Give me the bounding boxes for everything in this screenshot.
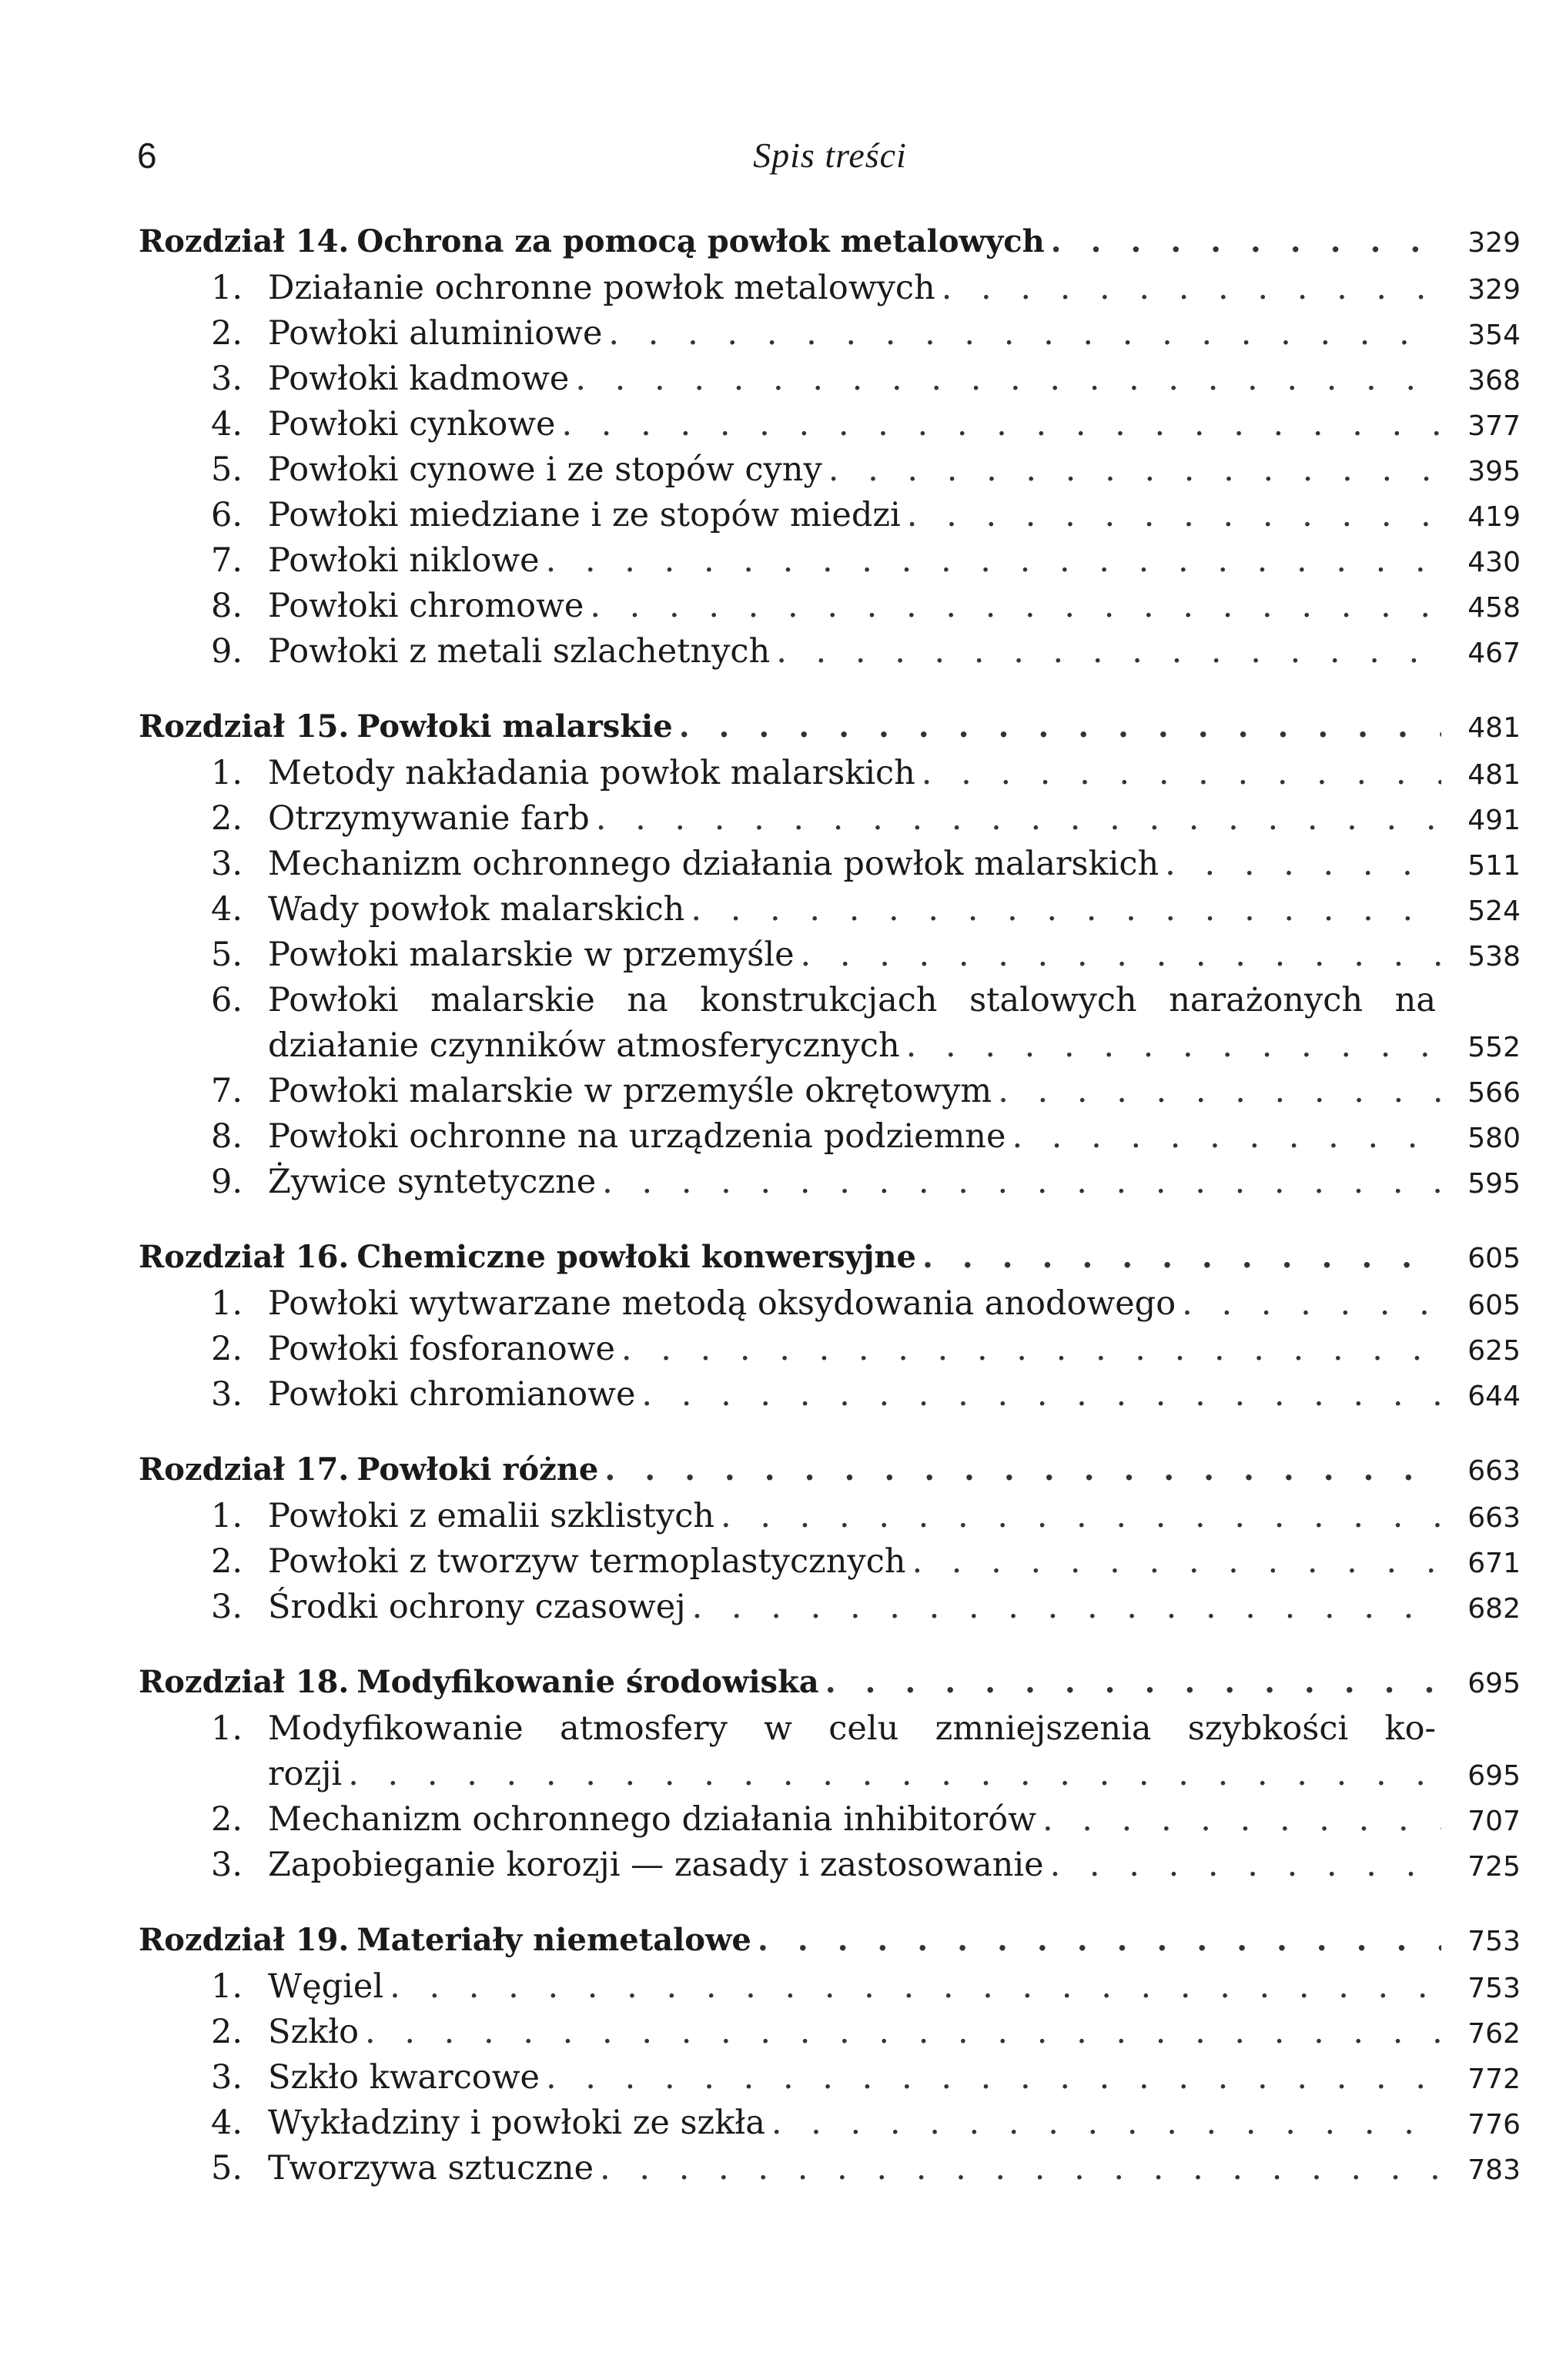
dot-leader <box>1165 845 1441 883</box>
section-entry <box>139 754 1521 799</box>
section-entry <box>139 450 1521 496</box>
table-of-contents <box>139 223 1521 2194</box>
section-page-number: 538 <box>1467 941 1521 972</box>
dot-leader <box>608 314 1441 353</box>
section-title: Powłoki cynkowe <box>268 405 556 444</box>
chapter-page-number: 753 <box>1467 1926 1521 1957</box>
section-page-number: 395 <box>1467 456 1521 487</box>
dot-leader <box>604 1451 1441 1488</box>
section-title: Powłoki aluminiowe <box>268 314 603 353</box>
chapter-spacer <box>139 1633 1521 1664</box>
page-number: 6 <box>137 136 157 176</box>
section-page-number: 682 <box>1467 1593 1521 1625</box>
section-number: 1. <box>211 1709 243 1748</box>
section-title: Węgiel <box>268 1967 384 2006</box>
section-title: Wykładziny i powłoki ze szkła <box>268 2104 765 2142</box>
section-number: 6. <box>211 981 243 1019</box>
section-number: 3. <box>211 1375 243 1414</box>
chapter-spacer <box>139 678 1521 708</box>
section-page-number: 377 <box>1467 410 1521 442</box>
section-title: Wady powłok malarskich <box>268 890 685 929</box>
section-number: 3. <box>211 1846 243 1884</box>
section-title: Powłoki malarskie na konstrukcjach stalowych narażonych na <box>268 981 1436 1019</box>
section-entry <box>139 1284 1521 1330</box>
section-title: Działanie ochronne powłok metalowych <box>268 269 935 307</box>
section-page-number: 605 <box>1467 1290 1521 1321</box>
chapter-page-number: 329 <box>1467 227 1521 259</box>
section-title: Powłoki niklowe <box>268 541 540 580</box>
dot-leader <box>906 1026 1441 1065</box>
dot-leader <box>596 799 1441 838</box>
section-entry <box>139 632 1521 678</box>
dot-leader <box>1050 1846 1441 1884</box>
section-number: 4. <box>211 890 243 929</box>
section-number: 3. <box>211 845 243 883</box>
section-entry <box>139 496 1521 541</box>
section-title: Powłoki wytwarzane metodą oksydowania anodowego <box>268 1284 1176 1323</box>
dot-leader <box>679 708 1441 745</box>
section-number: 4. <box>211 2104 243 2142</box>
section-entry-continuation <box>139 1026 1521 1072</box>
dot-leader <box>1042 1800 1441 1839</box>
section-entry <box>139 2104 1521 2149</box>
section-page-number: 419 <box>1467 501 1521 533</box>
section-page-number: 783 <box>1467 2154 1521 2186</box>
section-entry <box>139 981 1521 1026</box>
section-title: Mechanizm ochronnego działania inhibitorów <box>268 1800 1036 1839</box>
section-title: Powłoki chromianowe <box>268 1375 636 1414</box>
section-title: Szkło <box>268 2013 359 2051</box>
section-number: 2. <box>211 314 243 353</box>
section-entry <box>139 2149 1521 2194</box>
chapter-title: Powłoki malarskie <box>356 708 673 745</box>
dot-leader <box>721 1497 1441 1535</box>
section-entry <box>139 2058 1521 2104</box>
section-page-number: 762 <box>1467 2018 1521 2050</box>
section-title: Modyfikowanie atmosfery w celu zmniejszenia szybkości ko- <box>268 1709 1436 1748</box>
section-entry <box>139 1072 1521 1117</box>
dot-leader <box>776 632 1441 671</box>
section-number: 1. <box>211 1967 243 2006</box>
section-page-number: 368 <box>1467 365 1521 397</box>
section-title: Powłoki malarskie w przemyśle okrętowym <box>268 1072 992 1110</box>
section-entry <box>139 314 1521 360</box>
section-page-number: 524 <box>1467 895 1521 927</box>
section-entry-continuation <box>139 1755 1521 1800</box>
section-page-number: 725 <box>1467 1851 1521 1883</box>
section-page-number: 354 <box>1467 320 1521 351</box>
section-number: 1. <box>211 269 243 307</box>
dot-leader <box>907 496 1441 534</box>
dot-leader <box>922 754 1441 792</box>
section-page-number: 707 <box>1467 1806 1521 1837</box>
section-number: 6. <box>211 496 243 534</box>
section-page-number: 772 <box>1467 2064 1521 2095</box>
section-title: Powłoki z tworzyw termoplastycznych <box>268 1542 906 1581</box>
section-entry <box>139 1967 1521 2013</box>
section-page-number: 481 <box>1467 759 1521 791</box>
section-number: 1. <box>211 1497 243 1535</box>
section-title: Środki ochrony czasowej <box>268 1588 686 1626</box>
section-entry <box>139 936 1521 981</box>
section-page-number: 753 <box>1467 1973 1521 2004</box>
section-page-number: 644 <box>1467 1381 1521 1412</box>
dot-leader <box>546 541 1441 580</box>
chapter-label: Rozdział 17. <box>139 1451 350 1488</box>
section-title: Powłoki ochronne na urządzenia podziemne <box>268 1117 1006 1156</box>
chapter-label: Rozdział 19. <box>139 1922 350 1958</box>
dot-leader <box>600 2149 1441 2188</box>
section-entry <box>139 1709 1521 1755</box>
section-title: Powłoki fosforanowe <box>268 1330 615 1368</box>
dot-leader <box>575 360 1441 398</box>
chapter-label: Rozdział 16. <box>139 1239 350 1275</box>
section-title: Żywice syntetyczne <box>268 1163 597 1201</box>
dot-leader <box>590 587 1441 625</box>
chapter-spacer <box>139 1891 1521 1922</box>
chapter-spacer <box>139 1421 1521 1451</box>
section-page-number: 467 <box>1467 638 1521 669</box>
section-number: 9. <box>211 1163 243 1201</box>
section-title: Powłoki malarskie w przemyśle <box>268 936 795 974</box>
section-entry <box>139 1588 1521 1633</box>
dot-leader <box>602 1163 1441 1201</box>
section-number: 3. <box>211 360 243 398</box>
chapter-page-number: 481 <box>1467 712 1521 744</box>
section-title: Zapobieganie korozji — zasady i zastosowanie <box>268 1846 1044 1884</box>
chapter-label: Rozdział 15. <box>139 708 350 745</box>
chapter-title: Powłoki różne <box>356 1451 599 1488</box>
dot-leader <box>922 1239 1441 1275</box>
dot-leader <box>1182 1284 1441 1323</box>
section-title: Powłoki z metali szlachetnych <box>268 632 771 671</box>
section-number: 8. <box>211 587 243 625</box>
chapter-page-number: 695 <box>1467 1668 1521 1699</box>
section-number: 4. <box>211 405 243 444</box>
section-page-number: 671 <box>1467 1548 1521 1579</box>
section-number: 5. <box>211 450 243 489</box>
section-number: 2. <box>211 1800 243 1839</box>
chapter-page-number: 605 <box>1467 1243 1521 1274</box>
section-number: 2. <box>211 1542 243 1581</box>
section-number: 3. <box>211 2058 243 2097</box>
section-entry <box>139 1163 1521 1208</box>
dot-leader <box>365 2013 1441 2051</box>
chapter-title: Chemiczne powłoki konwersyjne <box>356 1239 916 1275</box>
section-title: Powłoki z emalii szklistych <box>268 1497 714 1535</box>
chapter-title: Modyfikowanie środowiska <box>356 1664 819 1700</box>
section-entry <box>139 890 1521 936</box>
chapter-label: Rozdział 14. <box>139 223 350 259</box>
section-number: 9. <box>211 632 243 671</box>
section-entry <box>139 1117 1521 1163</box>
section-number: 1. <box>211 754 243 792</box>
section-page-number: 329 <box>1467 274 1521 306</box>
section-entry <box>139 845 1521 890</box>
section-number: 1. <box>211 1284 243 1323</box>
dot-leader <box>348 1755 1441 1793</box>
chapter-entry <box>139 1451 1521 1497</box>
section-entry <box>139 1497 1521 1542</box>
chapter-label: Rozdział 18. <box>139 1664 350 1700</box>
section-entry <box>139 1330 1521 1375</box>
section-page-number: 566 <box>1467 1077 1521 1109</box>
dot-leader <box>641 1375 1441 1414</box>
dot-leader <box>942 269 1441 307</box>
chapter-page-number: 663 <box>1467 1455 1521 1487</box>
section-number: 5. <box>211 936 243 974</box>
section-title-continuation: działanie czynników atmosferycznych <box>268 1026 900 1065</box>
section-entry <box>139 1846 1521 1891</box>
section-title: Szkło kwarcowe <box>268 2058 540 2097</box>
dot-leader <box>771 2104 1441 2142</box>
section-page-number: 663 <box>1467 1502 1521 1534</box>
dot-leader <box>801 936 1441 974</box>
section-entry <box>139 799 1521 845</box>
section-entry <box>139 1542 1521 1588</box>
section-entry <box>139 269 1521 314</box>
section-title: Otrzymywanie farb <box>268 799 590 838</box>
section-entry <box>139 360 1521 405</box>
section-entry <box>139 1375 1521 1421</box>
section-number: 3. <box>211 1588 243 1626</box>
dot-leader <box>912 1542 1441 1581</box>
dot-leader <box>1051 223 1441 259</box>
section-number: 2. <box>211 1330 243 1368</box>
section-page-number: 595 <box>1467 1168 1521 1200</box>
dot-leader <box>546 2058 1441 2097</box>
section-title: Mechanizm ochronnego działania powłok malarskich <box>268 845 1159 883</box>
section-page-number: 580 <box>1467 1123 1521 1154</box>
running-title: Spis treści <box>753 136 907 175</box>
section-page-number: 491 <box>1467 805 1521 836</box>
dot-leader <box>691 890 1441 929</box>
chapter-title: Materiały niemetalowe <box>356 1922 751 1958</box>
section-number: 2. <box>211 799 243 838</box>
chapter-entry <box>139 1922 1521 1967</box>
dot-leader <box>692 1588 1441 1626</box>
dot-leader <box>828 450 1441 489</box>
section-page-number: 511 <box>1467 850 1521 882</box>
section-number: 5. <box>211 2149 243 2188</box>
chapter-entry <box>139 1239 1521 1284</box>
dot-leader <box>1012 1117 1441 1156</box>
section-entry <box>139 2013 1521 2058</box>
dot-leader <box>621 1330 1441 1368</box>
section-page-number: 625 <box>1467 1335 1521 1367</box>
section-number: 8. <box>211 1117 243 1156</box>
section-title: Tworzywa sztuczne <box>268 2149 594 2188</box>
section-entry <box>139 405 1521 450</box>
chapter-entry <box>139 708 1521 754</box>
section-title-continuation: rozji <box>268 1755 343 1793</box>
page-header <box>137 135 1523 189</box>
section-page-number: 776 <box>1467 2109 1521 2141</box>
section-title: Metody nakładania powłok malarskich <box>268 754 915 792</box>
section-page-number: 695 <box>1467 1760 1521 1792</box>
chapter-title: Ochrona za pomocą powłok metalowych <box>356 223 1045 259</box>
chapter-entry <box>139 1664 1521 1709</box>
dot-leader <box>390 1967 1441 2006</box>
section-number: 2. <box>211 2013 243 2051</box>
chapter-entry <box>139 223 1521 269</box>
dot-leader <box>561 405 1441 444</box>
section-page-number: 430 <box>1467 547 1521 578</box>
section-page-number: 458 <box>1467 592 1521 624</box>
section-number: 7. <box>211 541 243 580</box>
dot-leader <box>998 1072 1441 1110</box>
section-title: Powłoki miedziane i ze stopów miedzi <box>268 496 901 534</box>
chapter-spacer <box>139 1208 1521 1239</box>
section-page-number: 552 <box>1467 1032 1521 1063</box>
section-entry <box>139 1800 1521 1846</box>
section-title: Powłoki chromowe <box>268 587 584 625</box>
section-entry <box>139 587 1521 632</box>
section-title: Powłoki cynowe i ze stopów cyny <box>268 450 822 489</box>
dot-leader <box>758 1922 1441 1958</box>
dot-leader <box>825 1664 1441 1700</box>
section-title: Powłoki kadmowe <box>268 360 570 398</box>
section-number: 7. <box>211 1072 243 1110</box>
section-entry <box>139 541 1521 587</box>
